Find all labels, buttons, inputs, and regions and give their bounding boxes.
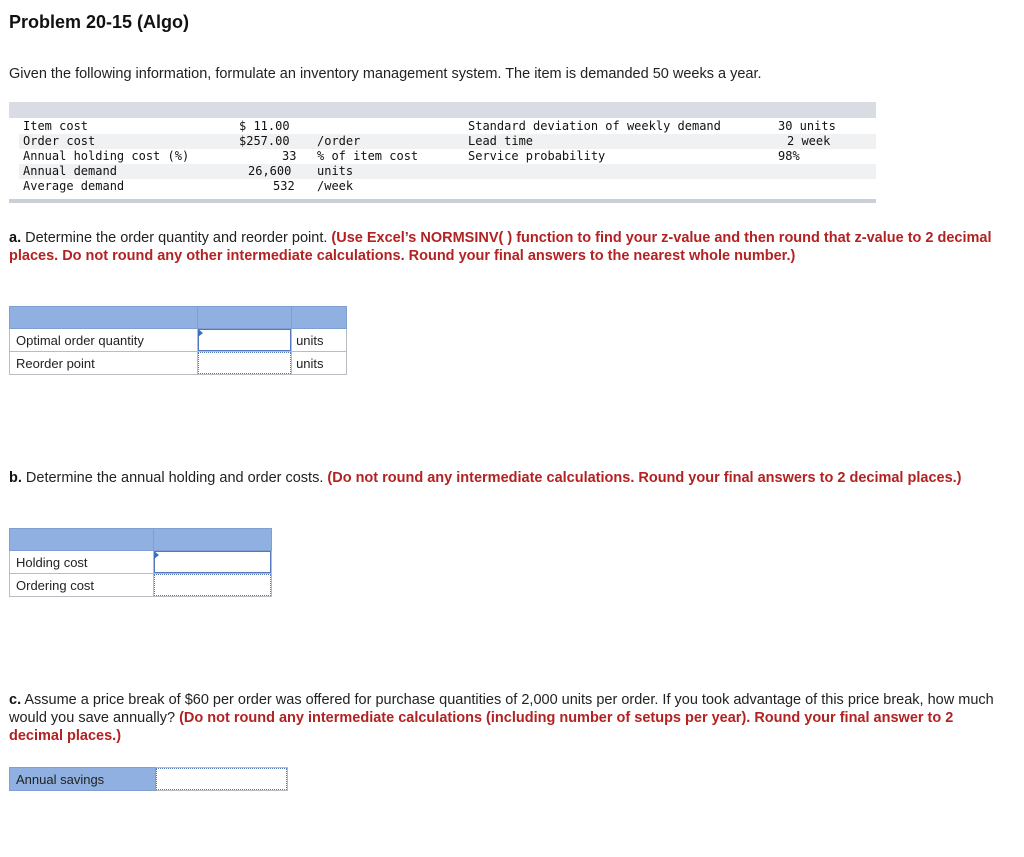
optimal-order-quantity-input[interactable] [198, 329, 291, 351]
unit-label: units [292, 352, 347, 375]
part-a-hint: (Use Excel’s NORMSINV( ) function to find your z-value and then round that z-value to 2 decimal places. Do not round any other intermediate calculations. Round your final answers to the nearest whole number.) [9, 230, 992, 264]
given-label: Service probability [468, 149, 606, 163]
ordering-cost-label: Ordering cost [10, 574, 154, 597]
optimal-order-quantity-label: Optimal order quantity [10, 329, 198, 352]
part-b-answer-table [9, 528, 272, 597]
table-row [10, 329, 347, 352]
annual-savings-label: Annual savings [10, 768, 156, 791]
given-label: Average demand [23, 179, 125, 193]
given-value: 30 units [778, 119, 836, 133]
part-c-text: Assume a price break of $60 per order was offered for purchase quantities of 2,000 units per order. If you took advantage of this price break, how much would you save annually? [9, 692, 994, 726]
given-value: 33 [282, 149, 297, 163]
reorder-point-label: Reorder point [10, 352, 198, 375]
problem-title: Problem 20-15 (Algo) [9, 12, 190, 32]
reorder-point-input[interactable] [198, 352, 291, 374]
focus-marker-icon [154, 551, 159, 559]
given-row [19, 119, 876, 134]
given-label: Order cost [23, 134, 96, 148]
table-row [10, 574, 272, 597]
given-value: 532 [273, 179, 295, 193]
problem-intro: Given the following information, formulate an inventory management system. The item is demanded 50 weeks a year. [9, 66, 762, 82]
given-unit: /order [317, 134, 361, 148]
part-c-answer-table [9, 767, 288, 791]
part-b-question [9, 469, 1009, 487]
part-a-prefix: a. [9, 230, 22, 246]
given-row [19, 164, 876, 179]
given-value: 2 week [787, 134, 831, 148]
holding-cost-label: Holding cost [10, 551, 154, 574]
part-a-text: Determine the order quantity and reorder point. [25, 230, 328, 246]
given-row [19, 134, 876, 149]
given-value: $ 11.00 [239, 119, 290, 133]
given-data-table [9, 102, 876, 203]
answer-table-header [10, 307, 347, 329]
part-b-text: Determine the annual holding and order costs. [25, 470, 324, 486]
given-table-header-bar [9, 102, 876, 118]
holding-cost-input[interactable] [154, 551, 271, 573]
part-c-prefix: c. [9, 692, 22, 708]
given-value: 98% [778, 149, 800, 163]
given-label: Item cost [23, 119, 89, 133]
part-a-answer-table [9, 306, 347, 375]
given-label: Lead time [468, 134, 534, 148]
given-value: 26,600 [248, 164, 292, 178]
given-label: Annual demand [23, 164, 117, 178]
answer-table-header [10, 529, 272, 551]
part-c-hint: (Do not round any intermediate calculations (including number of setups per year). Round your final answer to 2 decimal places.) [9, 710, 954, 744]
part-c-question [9, 691, 1009, 745]
table-row [10, 551, 272, 574]
part-b-prefix: b. [9, 470, 22, 486]
given-unit: units [317, 164, 354, 178]
given-label: Annual holding cost (%) [23, 149, 190, 163]
given-row [19, 149, 876, 164]
part-b-hint: (Do not round any intermediate calculations. Round your final answers to 2 decimal places.) [327, 470, 962, 486]
annual-savings-input[interactable] [156, 768, 287, 790]
given-unit: /week [317, 179, 354, 193]
table-row [10, 352, 347, 375]
unit-label: units [292, 329, 347, 352]
part-a-question [9, 229, 1009, 265]
table-row [10, 768, 288, 791]
given-table-footer-bar [9, 199, 876, 203]
given-value: $257.00 [239, 134, 290, 148]
given-row [19, 179, 876, 194]
focus-marker-icon [198, 329, 203, 337]
given-unit: % of item cost [317, 149, 419, 163]
ordering-cost-input[interactable] [154, 574, 271, 596]
given-label: Standard deviation of weekly demand [468, 119, 721, 133]
